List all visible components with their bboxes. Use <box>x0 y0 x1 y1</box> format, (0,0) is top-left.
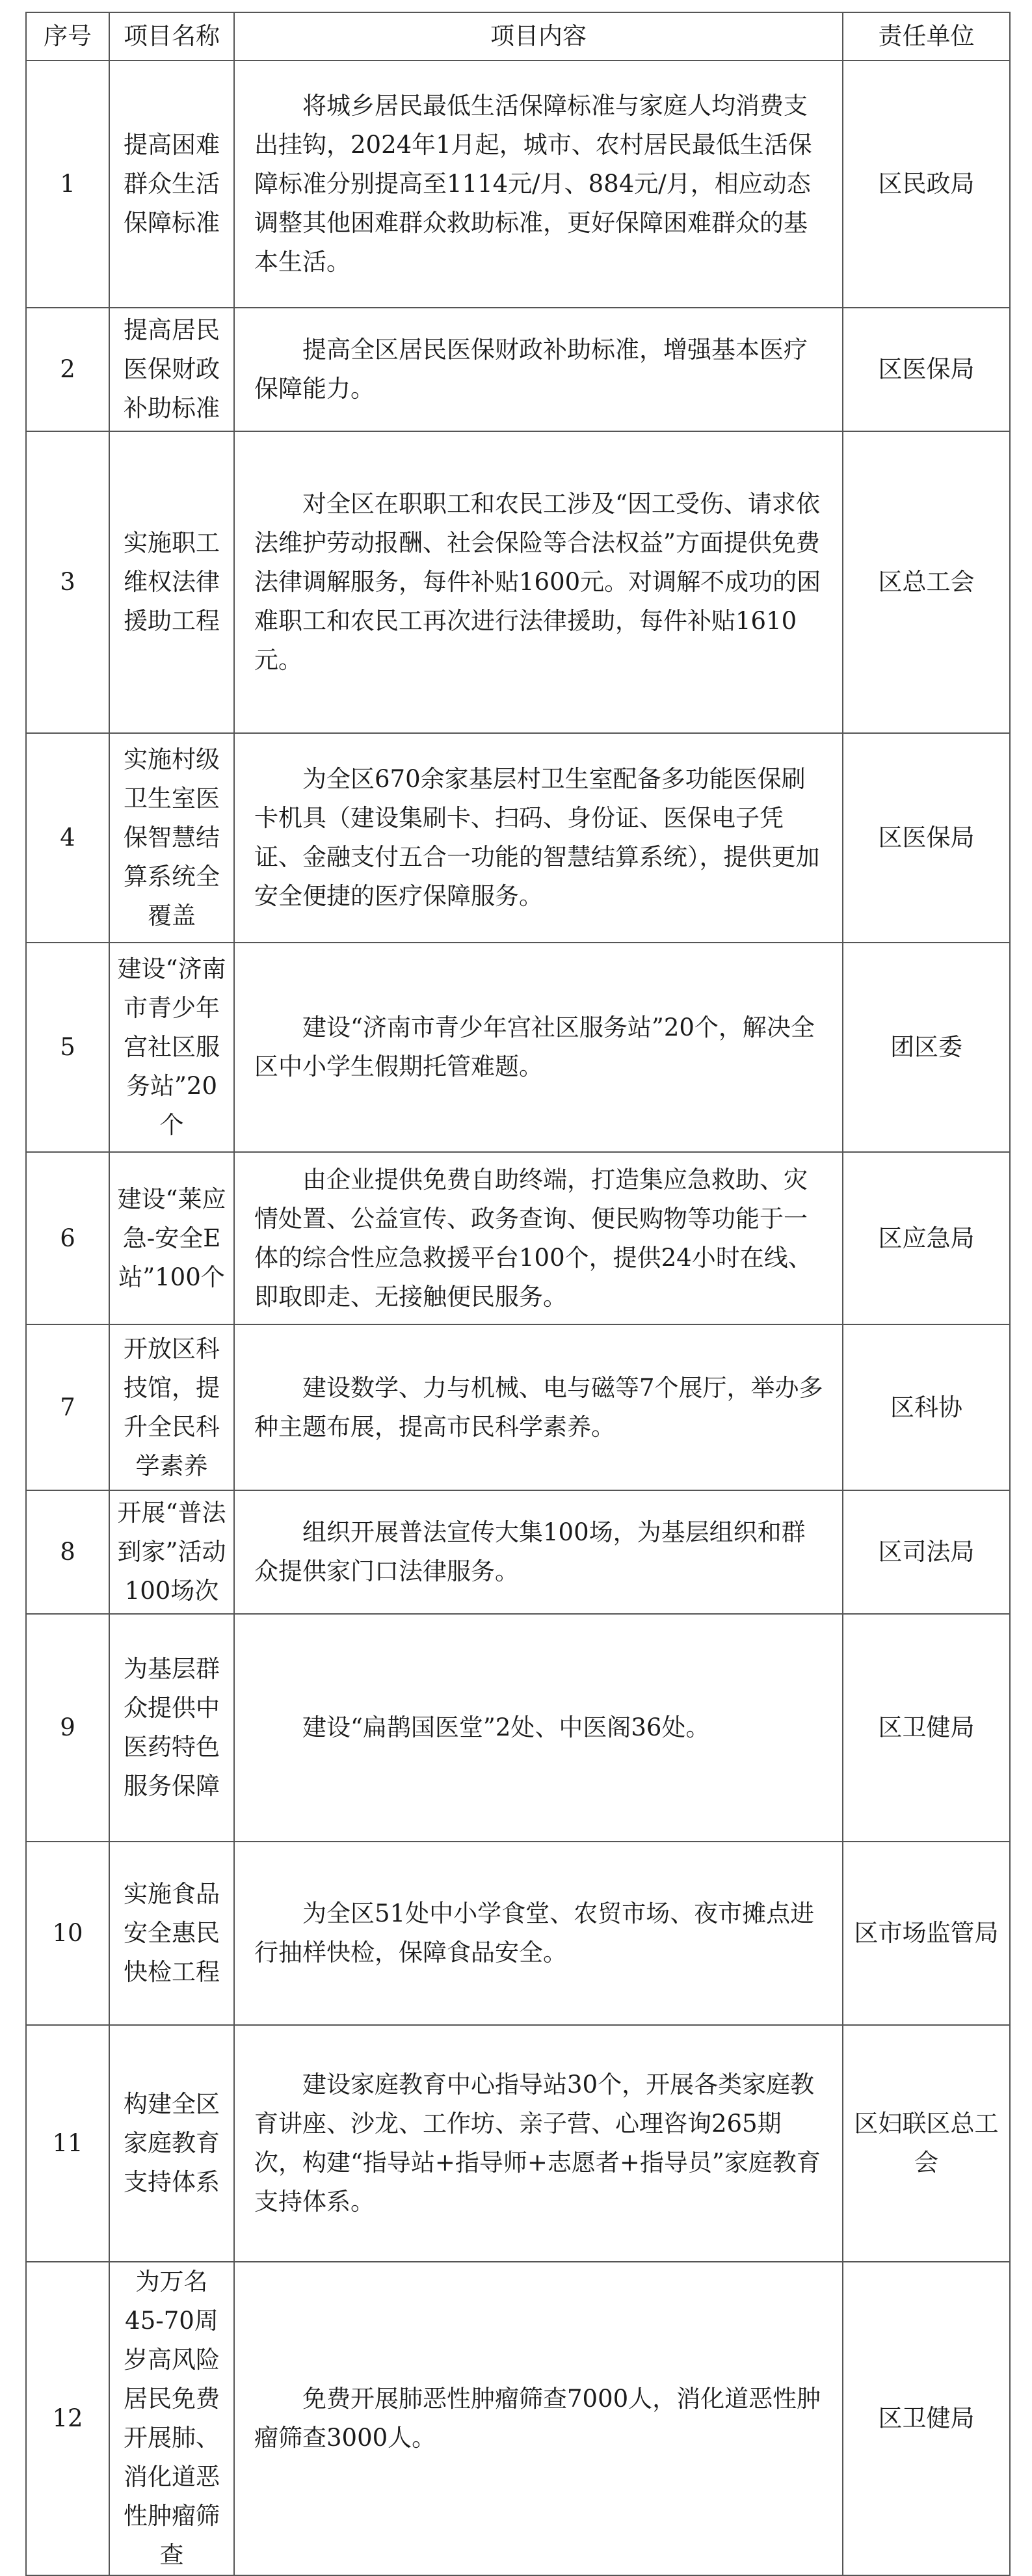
responsible-unit: 区医保局 <box>843 308 1010 431</box>
table-row <box>26 308 1010 431</box>
project-content: 由企业提供免费自助终端，打造集应急救助、灾情处置、公益宣传、政务查询、便民购物等功能于一体的综合性应急救援平台100个，提供24小时在线、即取即走、无接触便民服务。 <box>234 1152 843 1324</box>
col-header-num: 序号 <box>26 12 109 60</box>
project-name: 建设“济南市青少年宫社区服务站”20个 <box>109 943 234 1152</box>
table-row <box>26 1324 1010 1490</box>
responsible-unit: 区民政局 <box>843 60 1010 308</box>
row-number: 2 <box>26 308 109 431</box>
responsible-unit: 区总工会 <box>843 431 1010 733</box>
table-row <box>26 2262 1010 2575</box>
header-row <box>26 12 1010 60</box>
table-row <box>26 733 1010 943</box>
project-name: 建设“莱应急-安全E站”100个 <box>109 1152 234 1324</box>
row-number: 4 <box>26 733 109 943</box>
table-row <box>26 1152 1010 1324</box>
project-name: 提高居民医保财政补助标准 <box>109 308 234 431</box>
responsible-unit: 区医保局 <box>843 733 1010 943</box>
project-name: 为基层群众提供中医药特色服务保障 <box>109 1614 234 1842</box>
row-number: 5 <box>26 943 109 1152</box>
row-number: 10 <box>26 1842 109 2025</box>
row-number: 7 <box>26 1324 109 1490</box>
project-content: 对全区在职职工和农民工涉及“因工受伤、请求依法维护劳动报酬、社会保险等合法权益”方面提供免费法律调解服务，每件补贴1600元。对调解不成功的困难职工和农民工再次进行法律援助，每件补贴1610元。 <box>234 431 843 733</box>
project-name: 开放区科技馆，提升全民科学素养 <box>109 1324 234 1490</box>
row-number: 8 <box>26 1490 109 1614</box>
responsible-unit: 区应急局 <box>843 1152 1010 1324</box>
project-name: 实施食品安全惠民快检工程 <box>109 1842 234 2025</box>
row-number: 3 <box>26 431 109 733</box>
row-number: 9 <box>26 1614 109 1842</box>
col-header-name: 项目名称 <box>109 12 234 60</box>
responsible-unit: 团区委 <box>843 943 1010 1152</box>
project-content: 建设数学、力与机械、电与磁等7个展厅，举办多种主题布展，提高市民科学素养。 <box>234 1324 843 1490</box>
project-content: 为全区51处中小学食堂、农贸市场、夜市摊点进行抽样快检，保障食品安全。 <box>234 1842 843 2025</box>
responsible-unit: 区卫健局 <box>843 1614 1010 1842</box>
project-content: 组织开展普法宣传大集100场，为基层组织和群众提供家门口法律服务。 <box>234 1490 843 1614</box>
project-content: 建设家庭教育中心指导站30个，开展各类家庭教育讲座、沙龙、工作坊、亲子营、心理咨询265期次，构建“指导站+指导师+志愿者+指导员”家庭教育支持体系。 <box>234 2025 843 2262</box>
row-number: 1 <box>26 60 109 308</box>
project-content: 建设“济南市青少年宫社区服务站”20个，解决全区中小学生假期托管难题。 <box>234 943 843 1152</box>
table-row <box>26 1614 1010 1842</box>
table-row <box>26 1490 1010 1614</box>
table-row <box>26 60 1010 308</box>
responsible-unit: 区卫健局 <box>843 2262 1010 2575</box>
project-table <box>25 12 1011 2576</box>
table-row <box>26 943 1010 1152</box>
project-content: 免费开展肺恶性肿瘤筛查7000人，消化道恶性肿瘤筛查3000人。 <box>234 2262 843 2575</box>
table-row <box>26 2025 1010 2262</box>
project-content: 建设“扁鹊国医堂”2处、中医阁36处。 <box>234 1614 843 1842</box>
row-number: 6 <box>26 1152 109 1324</box>
row-number: 11 <box>26 2025 109 2262</box>
project-name: 提高困难群众生活保障标准 <box>109 60 234 308</box>
table-row <box>26 1842 1010 2025</box>
project-name: 构建全区家庭教育支持体系 <box>109 2025 234 2262</box>
project-content: 提高全区居民医保财政补助标准，增强基本医疗保障能力。 <box>234 308 843 431</box>
responsible-unit: 区妇联区总工会 <box>843 2025 1010 2262</box>
project-name: 实施村级卫生室医保智慧结算系统全覆盖 <box>109 733 234 943</box>
project-name: 开展“普法到家”活动100场次 <box>109 1490 234 1614</box>
project-content: 为全区670余家基层村卫生室配备多功能医保刷卡机具（建设集刷卡、扫码、身份证、医保电子凭证、金融支付五合一功能的智慧结算系统），提供更加安全便捷的医疗保障服务。 <box>234 733 843 943</box>
table-row <box>26 431 1010 733</box>
responsible-unit: 区司法局 <box>843 1490 1010 1614</box>
project-name: 实施职工维权法律援助工程 <box>109 431 234 733</box>
project-name: 为万名45-70周岁高风险居民免费开展肺、消化道恶性肿瘤筛查 <box>109 2262 234 2575</box>
responsible-unit: 区市场监管局 <box>843 1842 1010 2025</box>
responsible-unit: 区科协 <box>843 1324 1010 1490</box>
col-header-content: 项目内容 <box>234 12 843 60</box>
col-header-unit: 责任单位 <box>843 12 1010 60</box>
project-content: 将城乡居民最低生活保障标准与家庭人均消费支出挂钩，2024年1月起，城市、农村居民最低生活保障标准分别提高至1114元/月、884元/月，相应动态调整其他困难群众救助标准，更好保障困难群众的基本生活。 <box>234 60 843 308</box>
row-number: 12 <box>26 2262 109 2575</box>
